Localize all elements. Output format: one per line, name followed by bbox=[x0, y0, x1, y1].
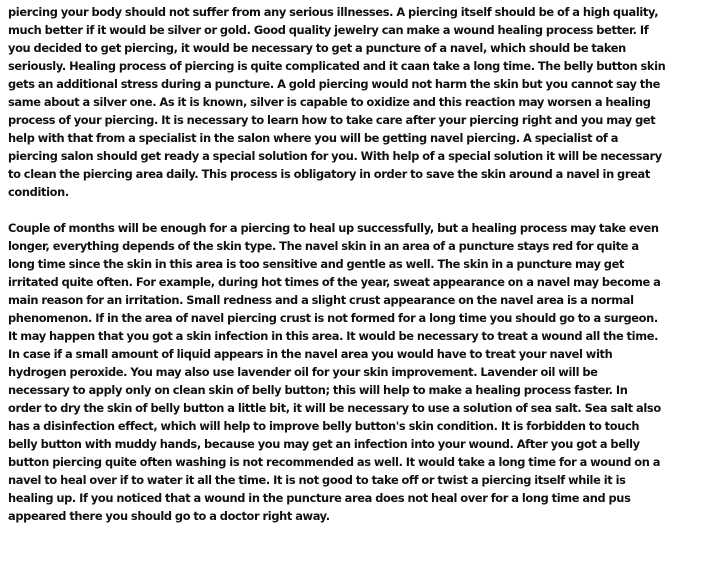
text-line: process of your piercing. It is necessary to learn how to take care after your piercing right and you may get bbox=[8, 113, 656, 127]
text-line: It may happen that you got a skin infection in this area. It would be necessary to treat a wound all the time. bbox=[8, 329, 659, 343]
text-line: condition. bbox=[8, 185, 69, 199]
text-line: gets an additional stress during a puncture. A gold piercing would not harm the skin but you cannot say the bbox=[8, 77, 660, 91]
text-line: piercing salon should get ready a special solution for you. With help of a special solution it will be necessary bbox=[8, 149, 662, 163]
text-line: main reason for an irritation. Small redness and a slight crust appearance on the navel area is a normal bbox=[8, 293, 634, 307]
text-line: hydrogen peroxide. You may also use lavender oil for your skin improvement. Lavender oil will be bbox=[8, 365, 598, 379]
text-line: seriously. Healing process of piercing is quite complicated and it caan take a long time. The belly button skin bbox=[8, 59, 666, 73]
text-line: same about a silver one. As it is known, silver is capable to oxidize and this reaction may worsen a healing bbox=[8, 95, 651, 109]
text-line: button piercing quite often washing is not recommended as well. It would take a long time for a wound on a bbox=[8, 455, 661, 469]
text-line: you decided to get piercing, it would be necessary to get a puncture of a navel, which should be taken bbox=[8, 41, 626, 55]
text-line: order to dry the skin of belly button a little bit, it will be necessary to use a solution of sea salt. Sea salt also bbox=[8, 401, 661, 415]
text-line: Couple of months will be enough for a piercing to heal up successfully, but a healing process may take even bbox=[8, 221, 659, 235]
text-line: necessary to apply only on clean skin of belly button; this will help to make a healing process faster. In bbox=[8, 383, 628, 397]
paragraph-1 bbox=[8, 3, 701, 201]
text-line: piercing your body should not suffer from any serious illnesses. A piercing itself should be of a high quality, bbox=[8, 5, 659, 19]
text-line: long time since the skin in this area is too sensitive and gentle as well. The skin in a puncture may get bbox=[8, 257, 625, 271]
text-line: belly button with muddy hands, because you may get an infection into your wound. After you got a belly bbox=[8, 437, 640, 451]
text-line: irritated quite often. For example, during hot times of the year, sweat appearance on a navel may become a bbox=[8, 275, 661, 289]
text-line: has a disinfection effect, which will help to improve belly button's skin condition. It is forbidden to touch bbox=[8, 419, 640, 433]
text-line: phenomenon. If in the area of navel piercing crust is not formed for a long time you should go to a surgeon. bbox=[8, 311, 658, 325]
text-line: to clean the piercing area daily. This process is obligatory in order to save the skin around a navel in great bbox=[8, 167, 650, 181]
paragraph-gap bbox=[8, 201, 701, 219]
paragraph-2 bbox=[8, 219, 701, 525]
text-line: longer, everything depends of the skin type. The navel skin in an area of a puncture stays red for quite a bbox=[8, 239, 639, 253]
text-line: help with that from a specialist in the salon where you will be getting navel piercing. A specialist of a bbox=[8, 131, 619, 145]
text-line: much better if it would be silver or gold. Good quality jewelry can make a wound healing process better. If bbox=[8, 23, 649, 37]
text-line: appeared there you should go to a doctor right away. bbox=[8, 509, 330, 523]
text-line: navel to heal over if to water it all the time. It is not good to take off or twist a piercing itself while it is bbox=[8, 473, 626, 487]
text-line: healing up. If you noticed that a wound in the puncture area does not heal over for a long time and pus bbox=[8, 491, 631, 505]
text-line: In case if a small amount of liquid appears in the navel area you would have to treat your navel with bbox=[8, 347, 613, 361]
